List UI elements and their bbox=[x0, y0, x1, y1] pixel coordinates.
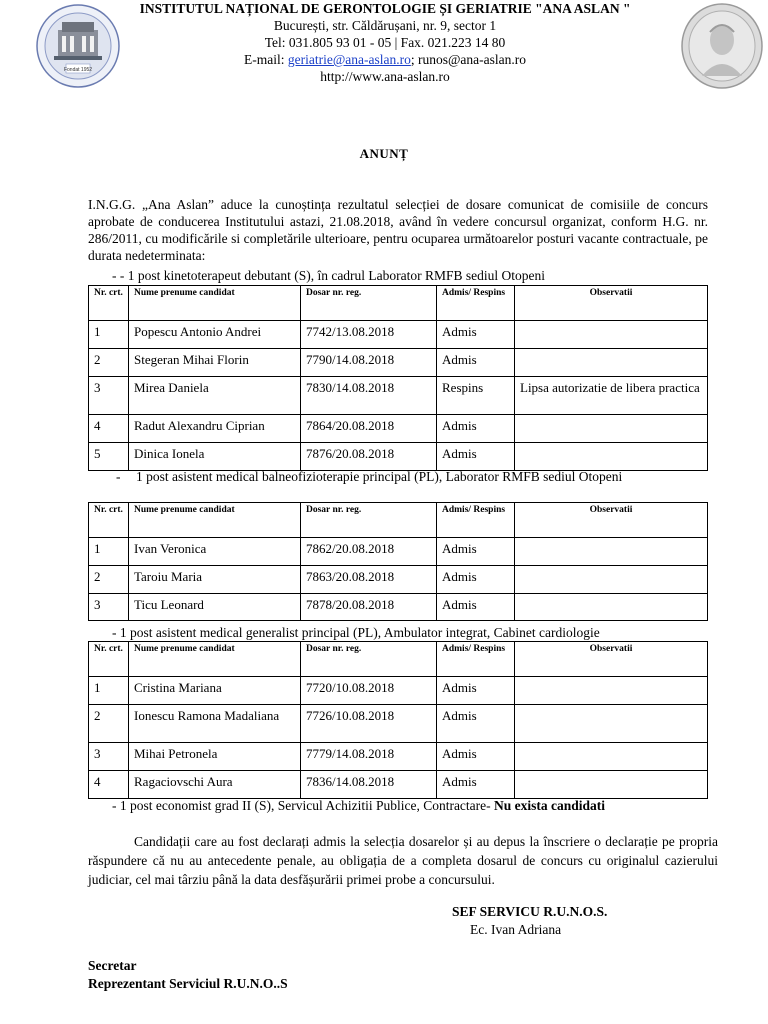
header-observatii: Observatii bbox=[515, 503, 708, 538]
ana-aslan-medallion bbox=[680, 2, 764, 90]
letterhead-text bbox=[120, 0, 650, 85]
row-name: Popescu Antonio Andrei bbox=[129, 321, 301, 349]
svg-text:Fondat 1952: Fondat 1952 bbox=[63, 67, 93, 73]
institution-website[interactable]: http://www.ana-aslan.ro bbox=[320, 69, 450, 84]
table-header-row bbox=[89, 503, 708, 538]
row-nr: 1 bbox=[89, 538, 129, 566]
header-name: Nume prenume candidat bbox=[129, 642, 301, 677]
header-nr: Nr. crt. bbox=[89, 642, 129, 677]
intro-paragraph: I.N.G.G. „Ana Aslan” aduce la cunoștința rezultatul selecției de dosare comunicat de comisiile de concurs aprobate de conducerea Institutului astazi, 21.08.2018, având în vedere concursul organizat, conform H.G. nr. 286/2011, cu modificările si completările ulterioare, pentru ocuparea următoarelor posturi vacante contractuale, pe durata nedeterminata: bbox=[88, 197, 708, 263]
header-nr: Nr. crt. bbox=[89, 286, 129, 321]
row-nr: 1 bbox=[89, 321, 129, 349]
row-name: Ragaciovschi Aura bbox=[129, 771, 301, 799]
announcement-title: ANUNȚ bbox=[359, 146, 409, 161]
candidates-table-generalist bbox=[88, 641, 708, 799]
institution-email bbox=[120, 51, 650, 68]
table-row bbox=[89, 566, 708, 594]
final-paragraph-text: Candidații care au fost declarați admis la selecția dosarelor și au depus la înscriere o declarație pe propria răspundere că nu au antecedente penale, au obligația de a completa dosarul de concurs cu originalul cazierului judiciar, cel mai târziu până la data desfășurării primei probe a concursului. bbox=[88, 834, 718, 887]
row-status: Respins bbox=[437, 377, 515, 415]
row-dosar: 7779/14.08.2018 bbox=[301, 743, 437, 771]
table-row bbox=[89, 349, 708, 377]
row-obs bbox=[515, 415, 708, 443]
row-status: Admis bbox=[437, 705, 515, 743]
row-status: Admis bbox=[437, 538, 515, 566]
row-nr: 1 bbox=[89, 677, 129, 705]
row-dosar: 7720/10.08.2018 bbox=[301, 677, 437, 705]
row-status: Admis bbox=[437, 443, 515, 471]
header-dosar: Dosar nr. reg. bbox=[301, 503, 437, 538]
table-header-row bbox=[89, 286, 708, 321]
row-name: Dinica Ionela bbox=[129, 443, 301, 471]
letterhead bbox=[0, 0, 768, 92]
row-dosar: 7726/10.08.2018 bbox=[301, 705, 437, 743]
header-nr: Nr. crt. bbox=[89, 503, 129, 538]
row-obs bbox=[515, 771, 708, 799]
header-observatii: Observatii bbox=[515, 286, 708, 321]
email-link[interactable]: geriatrie@ana-aslan.ro bbox=[287, 52, 411, 67]
row-status: Admis bbox=[437, 771, 515, 799]
row-obs bbox=[515, 538, 708, 566]
candidates-table-balneofizioterapie bbox=[88, 502, 708, 621]
email-prefix: E-mail: bbox=[243, 52, 288, 67]
row-status: Admis bbox=[437, 677, 515, 705]
row-dosar: 7742/13.08.2018 bbox=[301, 321, 437, 349]
table-row bbox=[89, 677, 708, 705]
row-nr: 3 bbox=[89, 743, 129, 771]
header-observatii: Observatii bbox=[515, 642, 708, 677]
row-status: Admis bbox=[437, 594, 515, 621]
table-row bbox=[89, 443, 708, 471]
section-economist-text: - 1 post economist grad II (S), Servicul Achizitii Publice, Contractare- bbox=[112, 798, 495, 813]
row-obs bbox=[515, 321, 708, 349]
row-obs bbox=[515, 566, 708, 594]
institution-address: București, str. Căldărușani, nr. 9, sector 1 bbox=[273, 18, 497, 33]
row-name: Mirea Daniela bbox=[129, 377, 301, 415]
table-row bbox=[89, 705, 708, 743]
institute-logo bbox=[30, 2, 126, 90]
row-obs bbox=[515, 743, 708, 771]
section-label-generalist: - 1 post asistent medical generalist principal (PL), Ambulator integrat, Cabinet cardiologie bbox=[112, 625, 600, 640]
row-status: Admis bbox=[437, 415, 515, 443]
row-name: Cristina Mariana bbox=[129, 677, 301, 705]
row-status: Admis bbox=[437, 743, 515, 771]
row-name: Ivan Veronica bbox=[129, 538, 301, 566]
row-name: Taroiu Maria bbox=[129, 566, 301, 594]
table-row bbox=[89, 415, 708, 443]
row-dosar: 7790/14.08.2018 bbox=[301, 349, 437, 377]
section-label-balneofizioterapie: 1 post asistent medical balneofizioterapie principal (PL), Laborator RMFB sediul Otopeni bbox=[136, 469, 623, 484]
row-dosar: 7862/20.08.2018 bbox=[301, 538, 437, 566]
row-dosar: 7836/14.08.2018 bbox=[301, 771, 437, 799]
row-obs bbox=[515, 705, 708, 743]
row-nr: 5 bbox=[89, 443, 129, 471]
header-name: Nume prenume candidat bbox=[129, 286, 301, 321]
row-dosar: 7830/14.08.2018 bbox=[301, 377, 437, 415]
secretary-label: Secretar bbox=[88, 958, 137, 973]
section-label-kinetoterapeut: - - 1 post kinetoterapeut debutant (S), în cadrul Laborator RMFB sediul Otopeni bbox=[112, 268, 546, 283]
table-row bbox=[89, 743, 708, 771]
row-obs bbox=[515, 677, 708, 705]
signature-title: SEF SERVICU R.U.N.O.S. bbox=[452, 904, 608, 919]
header-dosar: Dosar nr. reg. bbox=[301, 286, 437, 321]
row-dosar: 7864/20.08.2018 bbox=[301, 415, 437, 443]
row-obs: Lipsa autorizatie de libera practica bbox=[515, 377, 708, 415]
row-name: Radut Alexandru Ciprian bbox=[129, 415, 301, 443]
row-name: Ionescu Ramona Madaliana bbox=[129, 705, 301, 743]
row-dosar: 7878/20.08.2018 bbox=[301, 594, 437, 621]
header-dosar: Dosar nr. reg. bbox=[301, 642, 437, 677]
institution-phone: Tel: 031.805 93 01 - 05 | Fax. 021.223 14 80 bbox=[264, 35, 506, 50]
row-name: Mihai Petronela bbox=[129, 743, 301, 771]
row-obs bbox=[515, 594, 708, 621]
table-row bbox=[89, 538, 708, 566]
table-row bbox=[89, 771, 708, 799]
row-nr: 4 bbox=[89, 415, 129, 443]
table-header-row bbox=[89, 642, 708, 677]
row-nr: 2 bbox=[89, 566, 129, 594]
row-nr: 2 bbox=[89, 705, 129, 743]
row-status: Admis bbox=[437, 349, 515, 377]
header-admis: Admis/ Respins bbox=[437, 286, 515, 321]
row-status: Admis bbox=[437, 566, 515, 594]
header-admis: Admis/ Respins bbox=[437, 642, 515, 677]
row-dosar: 7876/20.08.2018 bbox=[301, 443, 437, 471]
row-nr: 3 bbox=[89, 377, 129, 415]
row-name: Ticu Leonard bbox=[129, 594, 301, 621]
row-obs bbox=[515, 349, 708, 377]
section-dash: - bbox=[116, 469, 121, 484]
row-obs bbox=[515, 443, 708, 471]
candidates-table-kinetoterapeut bbox=[88, 285, 708, 471]
signature-name: Ec. Ivan Adriana bbox=[470, 922, 562, 937]
secretary-representative: Reprezentant Serviciul R.U.N.O..S bbox=[88, 976, 288, 991]
table-row bbox=[89, 321, 708, 349]
institution-name: INSTITUTUL NAȚIONAL DE GERONTOLOGIE ȘI GERIATRIE "ANA ASLAN " bbox=[139, 1, 631, 16]
row-nr: 3 bbox=[89, 594, 129, 621]
header-name: Nume prenume candidat bbox=[129, 503, 301, 538]
row-nr: 4 bbox=[89, 771, 129, 799]
table-row bbox=[89, 594, 708, 621]
row-dosar: 7863/20.08.2018 bbox=[301, 566, 437, 594]
final-paragraph bbox=[88, 832, 718, 889]
section-label-economist bbox=[112, 798, 605, 814]
email-suffix: ; runos@ana-aslan.ro bbox=[410, 52, 527, 67]
no-candidates-note: Nu exista candidati bbox=[494, 798, 606, 813]
row-status: Admis bbox=[437, 321, 515, 349]
row-name: Stegeran Mihai Florin bbox=[129, 349, 301, 377]
table-row bbox=[89, 377, 708, 415]
row-nr: 2 bbox=[89, 349, 129, 377]
header-admis: Admis/ Respins bbox=[437, 503, 515, 538]
